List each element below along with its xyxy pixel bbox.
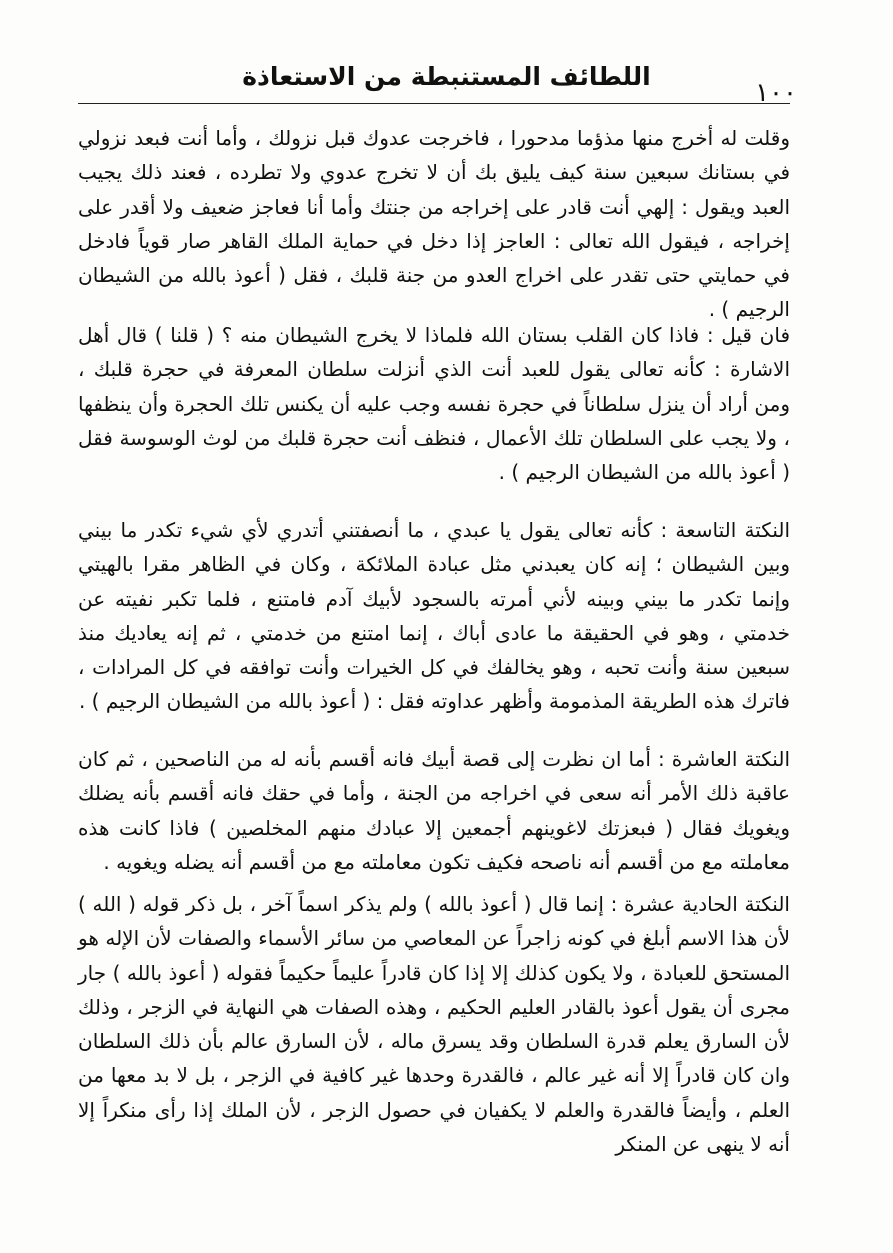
running-title: اللطائف المستنبطة من الاستعاذة — [242, 62, 651, 91]
paragraph: النكتة التاسعة : كأنه تعالى يقول يا عبدي ، ما أنصفتني أتدري لأي شيء تكدر ما بيني وبين الشيطان ؛ إنه كان يعبدني مثل عبادة الملائكة ، وكان في الظاهر مقرا بالهيتي وإنما تكدر ما بيني وبينه لأني أمرته بالسجود لأبيك آدم فامتنع ، فلما تكبر نفيته عن خدمتي ، وهو في الحقيقة ما عادى أباك ، إنما امتنع من خدمتي ، ثم إنه يعاديك منذ سبعين سنة وأنت تحبه ، وهو يخالفك في كل الخيرات وأنت توافقه في كل المرادات ، فاترك هذه الطريقة المذمومة وأظهر عداوته فقل : ( أعوذ بالله من الشيطان الرجيم ) . — [78, 518, 790, 714]
paragraph: وقلت له أخرج منها مذؤما مدحورا ، فاخرجت عدوك قبل نزولك ، وأما أنت فبعد نزولي في بستانك سبعين سنة كيف يليق بك أن لا تخرج عدوي ولا تطرده ، فعند ذلك يجيب العبد ويقول : إلهي أنت قادر على إخراجه من جنتك وأما أنا فعاجز ضعيف ولا أقدر على إخراجه ، فيقول الله تعالى : العاجز إذا دخل في حماية الملك القاهر صار قوياً فادخل في حمايتي حتى تقدر على اخراج العدو من جنة قلبك ، فقل ( أعوذ بالله من الشيطان الرجيم ) . — [78, 126, 790, 322]
body-text-block — [78, 887, 790, 1161]
body-text-block — [78, 742, 790, 879]
body-text-block — [78, 121, 790, 327]
body-text-block — [78, 513, 790, 719]
body-text-block — [78, 318, 790, 489]
page-number: ١٠٠ — [755, 78, 797, 108]
paragraph: النكتة الحادية عشرة : إنما قال ( أعوذ بالله ) ولم يذكر اسماً آخر ، بل ذكر قوله ( الله ) لأن هذا الاسم أبلغ في كونه زاجراً عن المعاصي من سائر الأسماء والصفات لأن الإله هو المستحق للعبادة ، ولا يكون كذلك إلا إذا كان قادراً عليماً حكيماً فقوله ( أعوذ بالله ) جار مجرى أن يقول أعوذ بالقادر العليم الحكيم ، وهذه الصفات هي النهاية في الزجر ، وذلك لأن السارق يعلم قدرة السلطان وقد يسرق ماله ، لأن السارق عالم بأن ذلك السلطان وان كان قادراً إلا أنه غير عالم ، فالقدرة وحدها غير كافية في الزجر ، بل لا بد معها من العلم ، وأيضاً فالقدرة والعلم لا يكفيان في حصول الزجر ، لأن الملك إذا رأى منكراً إلا أنه لا ينهى عن المنكر — [78, 892, 790, 1157]
paragraph: فان قيل : فاذا كان القلب بستان الله فلماذا لا يخرج الشيطان منه ؟ ( قلنا ) قال أهل الاشارة : كأنه تعالى يقول للعبد أنت الذي أنزلت سلطان المعرفة في حجرة قلبك ، ومن أراد أن ينزل سلطاناً في حجرة نفسه وجب عليه أن يكنس تلك الحجرة وأن ينظفها ، ولا يجب على السلطان تلك الأعمال ، فنظف أنت حجرة قلبك من لوث الوسوسة فقل ( أعوذ بالله من الشيطان الرجيم ) . — [78, 323, 790, 485]
header-rule — [78, 103, 790, 104]
paragraph: النكتة العاشرة : أما ان نظرت إلى قصة أبيك فانه أقسم بأنه له من الناصحين ، ثم كان عاقبة ذلك الأمر أنه سعى في اخراجه من الجنة ، وأما في حقك فانه أقسم بأنه يضلك ويغويك فقال ( فبعزتك لاغوينهم أجمعين إلا عبادك منهم المخلصين ) فاذا كانت هذه معاملته مع من أقسم أنه ناصحه فكيف تكون معاملته مع من أقسم أنه يضله ويغويه . — [78, 747, 790, 874]
